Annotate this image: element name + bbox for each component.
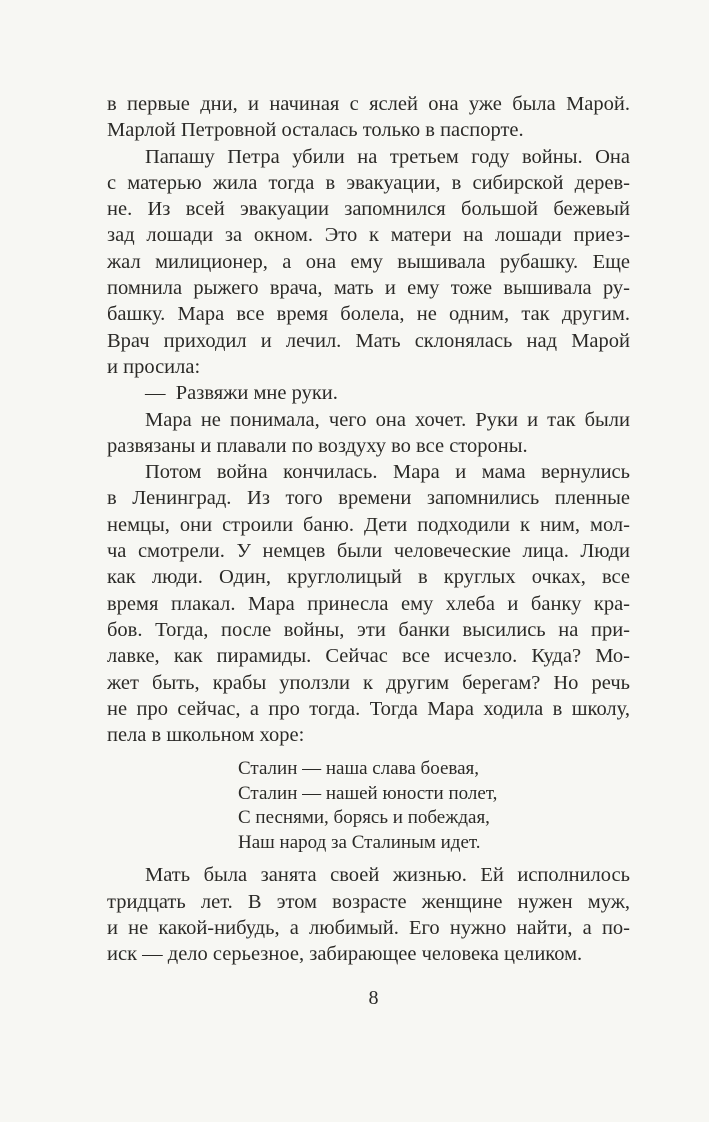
text-line: лавке, как пирамиды. Сейчас все исчезло. Куда? Мо- xyxy=(107,645,630,668)
text-line: — Развяжи мне руки. xyxy=(145,382,338,405)
text-line: Наш народ за Сталиным идет. xyxy=(238,831,481,853)
text-line: пела в школьном хоре: xyxy=(107,724,305,747)
text-line: иск — дело серьезное, забирающее человека целиком. xyxy=(107,943,583,966)
text-line: Мара не понимала, чего она хочет. Руки и так были xyxy=(145,408,630,431)
text-line: и просила: xyxy=(107,355,201,378)
text-line: не про сейчас, а про тогда. Тогда Мара ходила в школу, xyxy=(107,697,630,720)
text-line: и не какой-нибудь, а любимый. Его нужно найти, а по- xyxy=(107,917,630,940)
text-line: тридцать лет. В этом возрасте женщине нужен муж, xyxy=(107,890,630,913)
text-line: Врач приходил и лечил. Мать склонялась над Марой xyxy=(107,329,630,352)
text-line: Сталин — наша слава боевая, xyxy=(238,758,480,780)
paragraph xyxy=(107,459,630,748)
text-line: не. Из всей эвакуации запомнился большой бежевый xyxy=(107,198,630,221)
text-line: немцы, они строили баню. Дети подходили к ним, мол- xyxy=(107,513,630,536)
text-line: Сталин — нашей юности полет, xyxy=(238,782,498,804)
paragraph xyxy=(107,407,630,460)
paragraph xyxy=(107,91,630,144)
text-line: жал милиционер, а она ему вышивала рубашку. Еще xyxy=(107,250,630,273)
text-line: зад лошади за окном. Это к матери на лошади приез- xyxy=(107,224,630,247)
text-line: Марлой Петровной осталась только в паспорте. xyxy=(107,119,524,142)
text-line: время плакал. Мара принесла ему хлеба и банку кра- xyxy=(107,592,630,615)
paragraph xyxy=(107,862,630,967)
text-line: Потом война кончилась. Мара и мама вернулись xyxy=(145,461,630,484)
text-line: жет быть, крабы уползли к другим берегам? Но речь xyxy=(107,671,630,694)
paragraph xyxy=(107,380,630,406)
text-line: в первые дни, и начиная с яслей она уже была Марой. xyxy=(107,93,630,115)
text-line: ча смотрели. У немцев были человеческие лица. Люди xyxy=(107,540,630,563)
text-line: Мать была занята своей жизнью. Ей исполнилось xyxy=(145,864,630,887)
text-line: башку. Мара все время болела, не одним, так другим. xyxy=(107,303,630,326)
text-line: С песнями, борясь и побеждая, xyxy=(238,807,490,829)
text-line: развязаны и плавали по воздуху во все стороны. xyxy=(107,434,528,457)
text-line: Папашу Петра убили на третьем году войны. Она xyxy=(145,145,630,168)
text-line: помнила рыжего врача, мать и ему тоже вышивала ру- xyxy=(107,277,630,300)
page-number: 8 xyxy=(368,987,379,1009)
text-line: с матерью жила тогда в эвакуации, в сибирской дерев- xyxy=(107,171,630,194)
text-line: бов. Тогда, после войны, эти банки высились на при- xyxy=(107,618,630,641)
text-line: в Ленинград. Из того времени запомнились пленные xyxy=(107,487,630,510)
paragraph xyxy=(107,144,630,381)
verse-stanza xyxy=(238,757,630,855)
text-block xyxy=(107,91,630,968)
text-line: как люди. Один, круглолицый в круглых очках, все xyxy=(107,566,630,589)
